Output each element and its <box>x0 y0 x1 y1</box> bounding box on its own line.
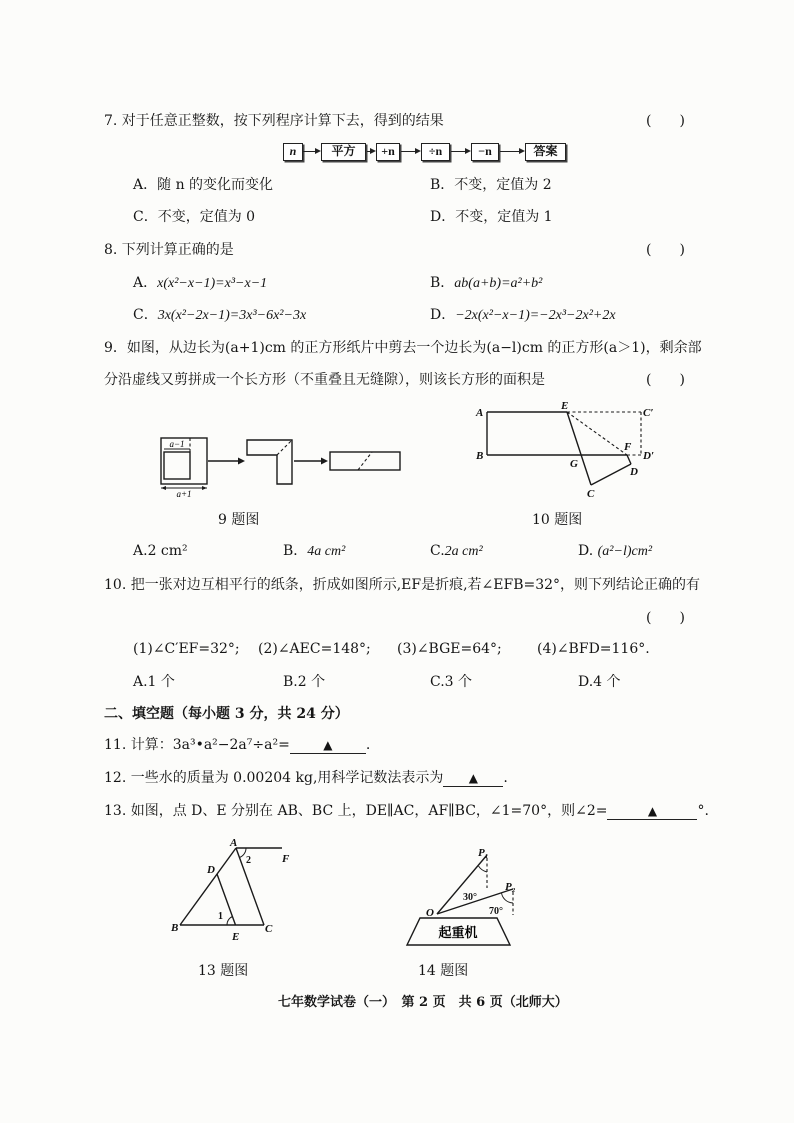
flow-arrow <box>303 151 315 152</box>
option-formula: ab(a+b)=a²+b² <box>454 276 543 291</box>
flow-box-answer: 答案 <box>525 143 566 161</box>
option-text: 2 cm² <box>147 543 188 559</box>
option-label: B． <box>430 275 455 291</box>
q8-option-d <box>430 306 616 325</box>
point-label-d: D <box>207 864 215 876</box>
q10-option-b: B.2 个 <box>283 674 326 690</box>
section-heading-fill-in: 二、填空题（每小题 3 分，共 24 分） <box>104 706 349 722</box>
q12 <box>104 769 508 787</box>
point-label-a: A <box>476 407 484 419</box>
q8-stem: 8. 下列计算正确的是 <box>104 242 234 258</box>
q10-stem: 10. 把一张对边互相平行的纸条，折成如图所示,EF是折痕,若∠EFB=32°，则下列结论正确的有 <box>104 577 701 593</box>
q7-option-b <box>430 176 552 194</box>
q9-option-d <box>578 542 652 561</box>
dimension-arrowhead <box>161 486 166 490</box>
arrowhead <box>238 458 245 465</box>
q11-answer-blank: ▲ <box>290 737 366 754</box>
q12-answer-blank: ▲ <box>443 770 503 787</box>
option-text: 2a cm² <box>444 544 483 559</box>
q8-option-a <box>133 274 267 293</box>
option-label: D. <box>578 543 598 559</box>
q10-statement-4: (4)∠BFD=116°. <box>537 641 650 657</box>
option-label: C． <box>133 209 158 225</box>
point-label-b: B <box>171 922 179 934</box>
figure-13 <box>165 835 295 945</box>
figure-9 <box>150 425 410 505</box>
angle-1-arc <box>227 917 233 926</box>
option-text: 不变，定值为 2 <box>454 177 552 193</box>
option-formula: x(x²−x−1)=x³−x−1 <box>157 276 268 291</box>
point-label-c: C <box>265 923 273 935</box>
q13-end: °. <box>697 803 709 819</box>
flow-box-n: n <box>283 143 303 161</box>
option-label: A． <box>133 275 158 291</box>
q10-option-d: D.4 个 <box>578 674 621 690</box>
option-text: 随 n 的变化而变化 <box>157 177 274 193</box>
point-label-p1: P₁ <box>478 847 489 859</box>
q11 <box>104 736 370 754</box>
cut-line <box>277 440 292 455</box>
point-label-e: E <box>232 931 240 943</box>
q13-stem: 13. 如图，点 D、E 分别在 AB、BC 上，DE∥AC，AF∥BC，∠1=70°，则∠2= <box>104 803 608 819</box>
q10-answer-bracket: ( ) <box>646 610 685 626</box>
q12-stem: 12. 一些水的质量为 0.00204 kg,用科学记数法表示为 <box>104 770 444 786</box>
folded-edge-cd <box>591 464 631 485</box>
option-text: (a²−l)cm² <box>597 544 653 559</box>
inner-square <box>164 452 190 479</box>
q7-option-a <box>133 176 273 194</box>
q9-option-b <box>283 542 345 561</box>
figure-14 <box>400 840 525 950</box>
q13 <box>104 802 709 820</box>
q9-answer-bracket: ( ) <box>646 372 685 388</box>
flow-box-square: 平方 <box>321 143 366 161</box>
angle-70-arc <box>502 893 514 903</box>
point-label-o: O <box>426 907 434 919</box>
dimension-arrowhead <box>202 486 207 490</box>
q8-answer-bracket: ( ) <box>646 242 685 258</box>
flow-box-plus-n: +n <box>376 143 400 161</box>
cut-line <box>358 452 372 470</box>
q8-option-c <box>133 306 306 325</box>
q7-answer-bracket: ( ) <box>646 113 685 129</box>
option-label: A. <box>133 543 148 559</box>
q10-option-a: A.1 个 <box>133 674 175 690</box>
point-label-d: D <box>630 466 638 478</box>
q10-statement-3: (3)∠BGE=64°; <box>397 641 502 657</box>
angle-2-label: 2 <box>246 855 251 866</box>
option-formula: −2x(x²−x−1)=−2x³−2x²+2x <box>455 308 616 323</box>
option-text: 不变，定值为 1 <box>455 209 553 225</box>
crease-ef <box>567 412 627 455</box>
point-label-f: F <box>282 853 290 865</box>
line-ab <box>180 848 236 925</box>
folded-edge-df <box>627 455 631 464</box>
q7-option-c <box>133 208 255 226</box>
arrowhead <box>321 458 328 465</box>
option-label: B． <box>430 177 455 193</box>
point-label-e: E <box>561 400 569 412</box>
q7-option-d <box>430 208 553 226</box>
crane-label: 起重机 <box>438 926 478 941</box>
flow-box-divide-n: ÷n <box>421 143 450 161</box>
angle-30-label: 30° <box>463 892 477 903</box>
option-text: 不变，定值为 0 <box>157 209 256 225</box>
point-label-g: G <box>570 458 578 470</box>
page-footer: 七年数学试卷（一） 第 2 页 共 6 页（北师大） <box>278 995 568 1010</box>
point-label-c-prime: C′ <box>643 407 654 419</box>
figure-10-caption: 10 题图 <box>532 512 583 528</box>
option-label: D． <box>430 307 456 323</box>
q10-statement-1: (1)∠C′EF=32°; <box>133 641 240 657</box>
q12-end: . <box>503 770 508 786</box>
outer-side-label: a+1 <box>176 489 192 499</box>
option-label: D． <box>430 209 456 225</box>
q9-stem-line1: 9．如图，从边长为(a+1)cm 的正方形纸片中剪去一个边长为(a−l)cm 的正方形(a＞1)，剩余部 <box>104 340 702 356</box>
flow-arrow <box>401 151 415 152</box>
inner-side-label: a−1 <box>169 439 185 449</box>
q8-option-b <box>430 274 542 293</box>
point-label-c: C <box>587 488 595 500</box>
figure-9-caption: 9 题图 <box>218 512 260 528</box>
q9-stem-line2: 分沿虚线又剪拼成一个长方形（不重叠且无缝隙），则该长方形的面积是 <box>104 372 545 388</box>
q11-end: . <box>365 737 371 753</box>
figure-13-caption: 13 题图 <box>198 963 249 979</box>
point-label-p2: P₂ <box>505 881 516 893</box>
point-label-f: F <box>624 441 632 453</box>
angle-70-label: 70° <box>489 906 503 917</box>
q9-option-a <box>133 542 188 560</box>
option-formula: 3x(x²−2x−1)=3x³−6x²−3x <box>157 308 307 323</box>
point-label-b: B <box>476 450 484 462</box>
flow-arrow <box>500 151 519 152</box>
q10-option-c: C.3 个 <box>430 674 473 690</box>
option-label: A． <box>133 177 158 193</box>
angle-1-label: 1 <box>218 911 223 922</box>
q11-stem: 11. 计算：3a³•a²−2a⁷÷a²= <box>104 737 290 753</box>
angle-30-arc <box>479 866 488 872</box>
option-text: 4a cm² <box>307 544 346 559</box>
figure-14-caption: 14 题图 <box>418 963 469 979</box>
figure-10 <box>470 400 660 500</box>
option-label: B． <box>283 543 308 559</box>
option-label: C. <box>430 543 445 559</box>
flow-box-minus-n: −n <box>471 143 499 161</box>
point-label-d-prime: D′ <box>643 450 655 462</box>
q9-option-c <box>430 542 483 561</box>
folded-edge-ec <box>567 412 591 485</box>
flow-arrow <box>451 151 465 152</box>
q7-stem: 7. 对于任意正整数，按下列程序计算下去，得到的结果 <box>104 113 444 129</box>
q13-answer-blank: ▲ <box>607 803 697 820</box>
q10-statement-2: (2)∠AEC=148°; <box>258 641 371 657</box>
point-label-a: A <box>230 837 238 849</box>
flow-arrow <box>367 151 370 152</box>
option-label: C． <box>133 307 158 323</box>
